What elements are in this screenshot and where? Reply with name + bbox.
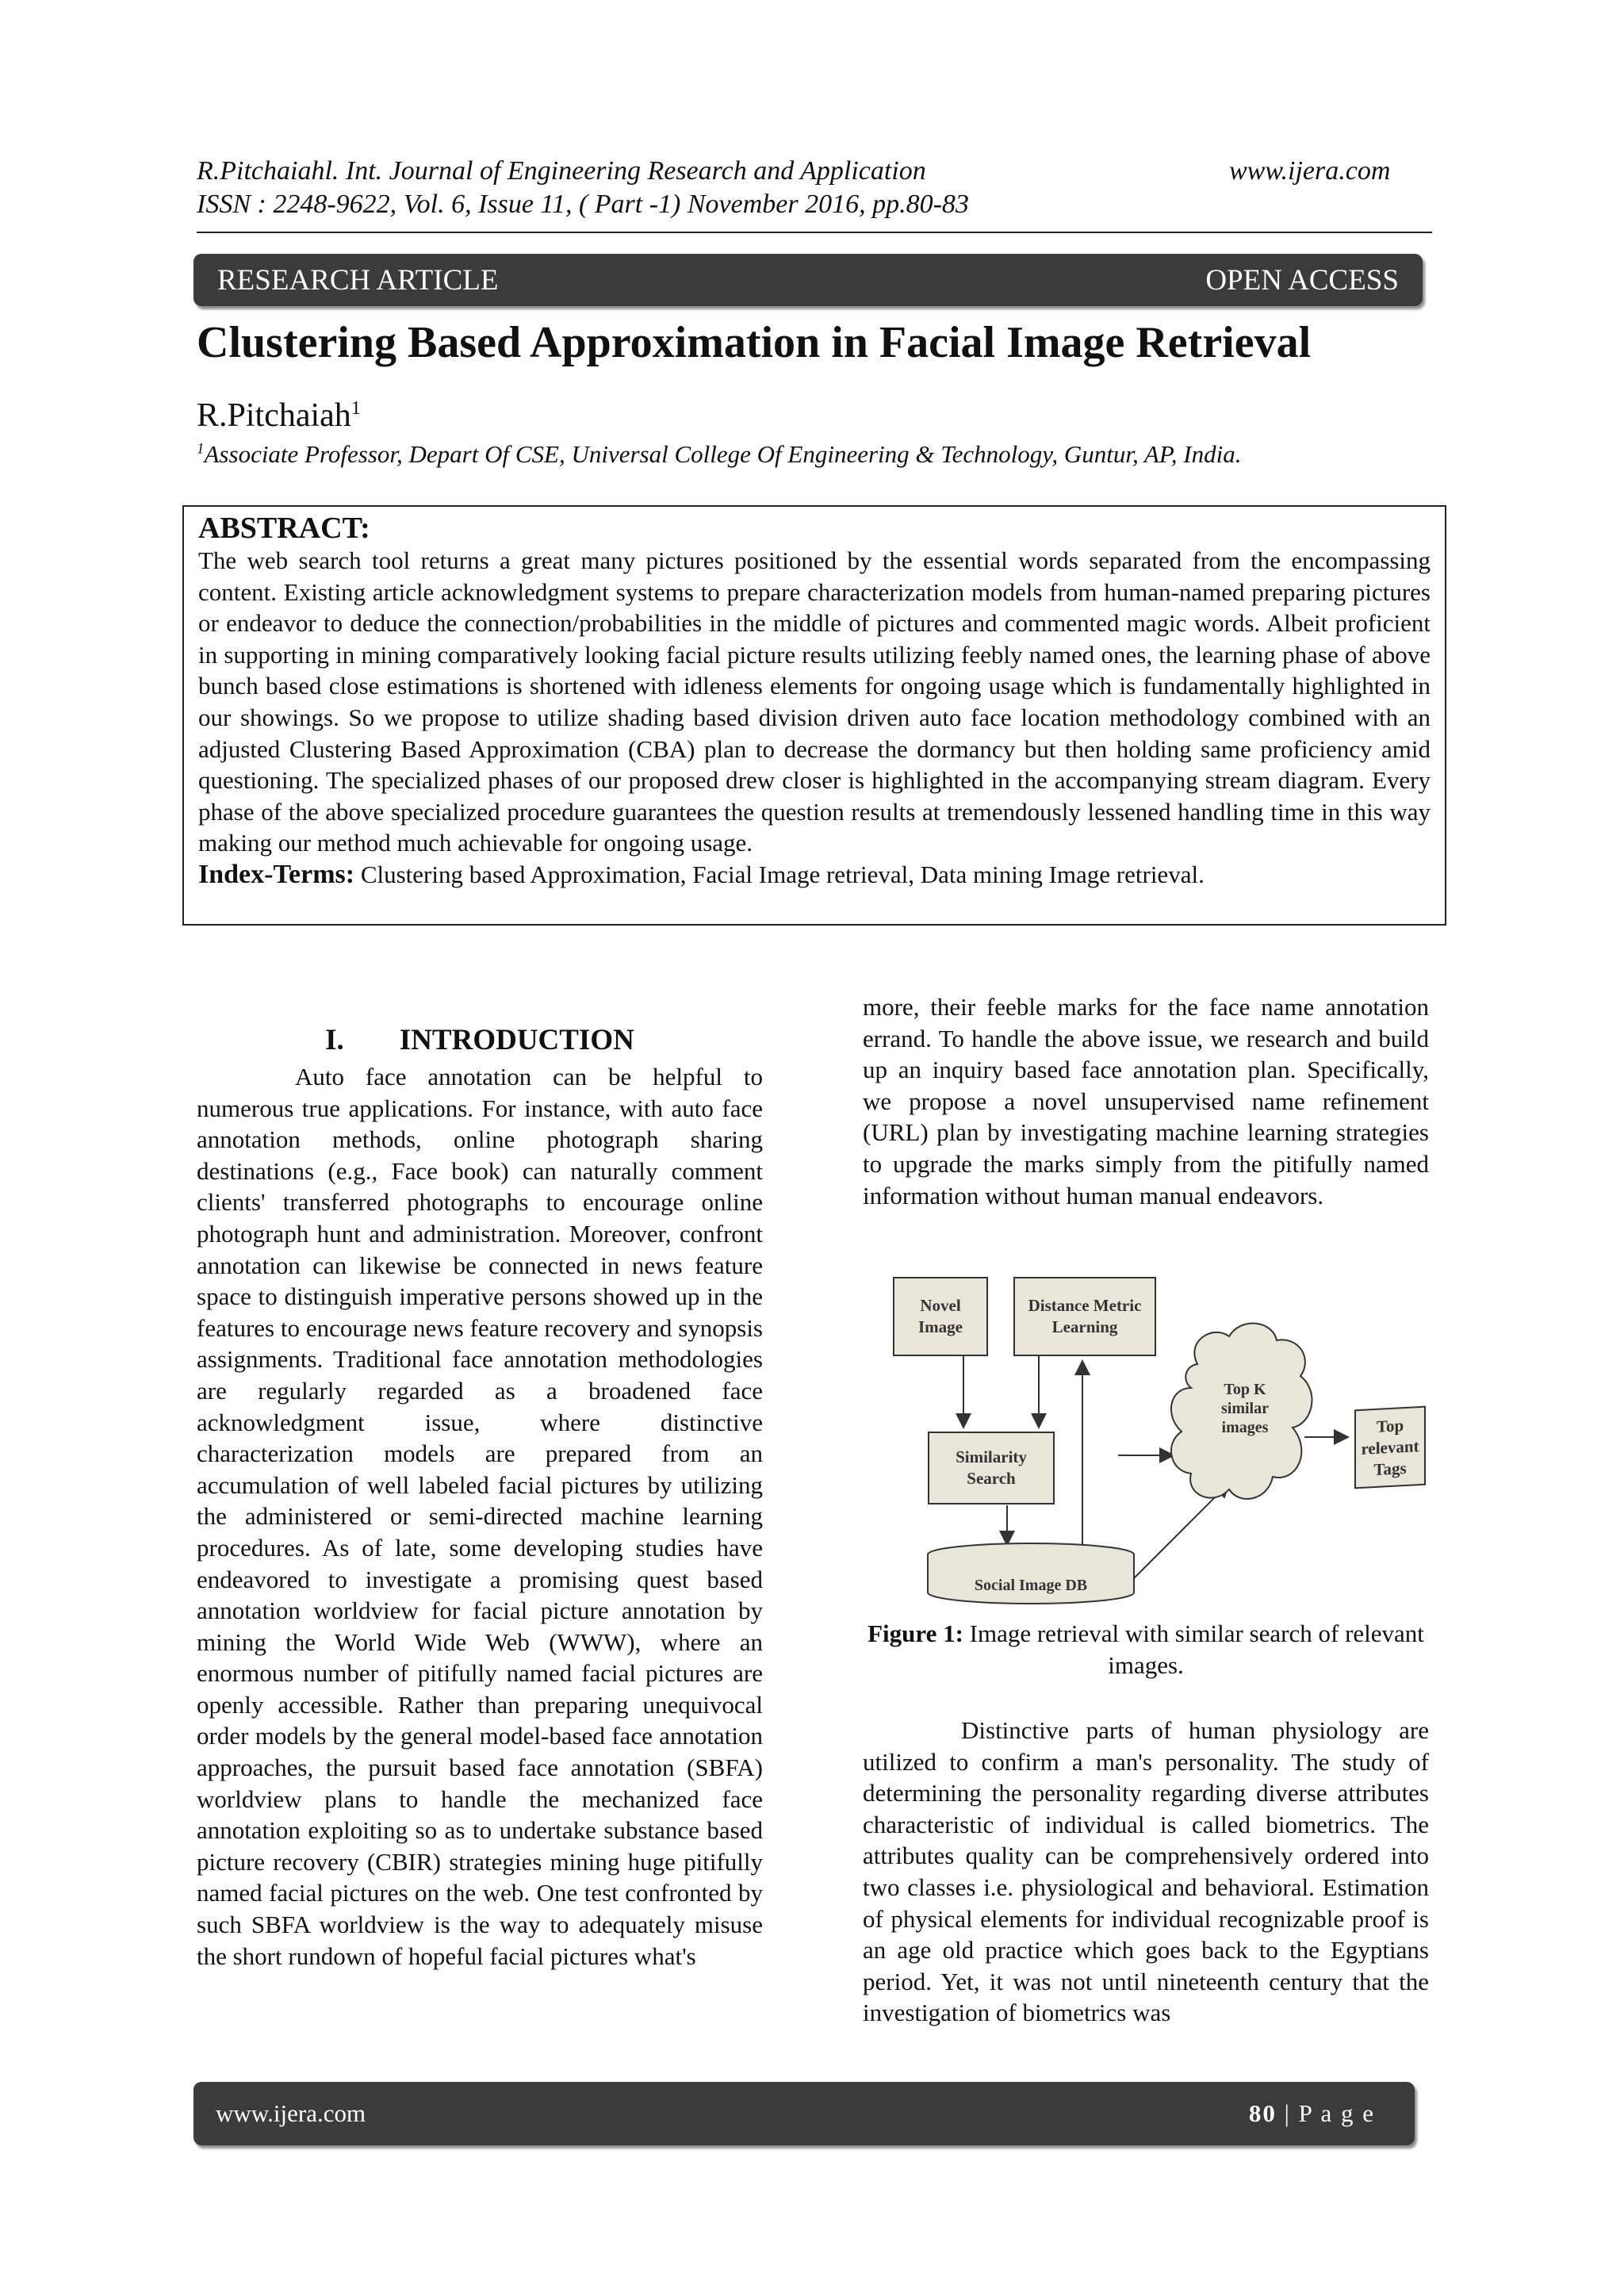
- page-number: 80 | P a g e: [1248, 2099, 1375, 2127]
- top-k-label: Top K similar images: [1221, 1381, 1269, 1436]
- intro-paragraph: Auto face annotation can be helpful to numerous true applications. For instance, with auto face annotation methods, online photograph sharing destinations (e.g., Face book) can naturally comment clients' transferred photographs to encourage online photograph hunt and administration. Moreover, confront annotation can likewise be connected in news feature space to distinguish imperative persons showed up in the features to encourage news feature recovery and synopsis assignments. Traditional face annotation methodologies are regularly regarded as a broadened face acknowledgment issue, where distinctive characterization models are prepared from an accumulation of well labeled facial pictures by utilizing the administered or semi-directed machine learning procedures. As of late, some developing studies have endeavored to investigate a promising quest based annotation worldview for facial picture annotation by mining the World Wide Web (WWW), where an enormous number of pitifully named facial pictures are openly accessible. Rather than preparing unequivocal order models by the general model-based face annotation approaches, the pursuit based face annotation (SBFA) worldview plans to handle the mechanized face annotation exploiting so as to undertake substance based picture recovery (CBIR) strategies mining huge pitifully named facial pictures on the web. One test confronted by such SBFA worldview is the way to adequately misuse the short rundown of hopeful facial pictures what's: [197, 1063, 763, 1970]
- open-access-label: OPEN ACCESS: [1205, 263, 1399, 297]
- section-heading-introduction: I. INTRODUCTION: [325, 1024, 634, 1056]
- author-name: R.Pitchaiah$^1$: [197, 397, 361, 434]
- similarity-search-box: Similarity Search: [928, 1432, 1055, 1504]
- paper-title: Clustering Based Approximation in Facial Image Retrieval: [197, 318, 1312, 367]
- issue-line: ISSN : 2248-9622, Vol. 6, Issue 11, ( Part -1) November 2016, pp.80-83: [197, 190, 969, 219]
- biometrics-paragraph: Distinctive parts of human physiology are utilized to confirm a man's personality. The study of determining the personality regarding diverse attributes characteristic of individual is called biometrics. The attributes quality can be comprehensively ordered into two classes i.e. physiological and behavioral. Estimation of physical elements for individual recognizable proof is an age old practice which goes back to the Egyptians period. Yet, it was not until nineteenth century that the investigation of biometrics was: [863, 1716, 1429, 2027]
- figure-1-caption: Figure 1: Image retrieval with similar search of relevant images.: [868, 1619, 1424, 1679]
- author-affiliation: $^1$Associate Professor, Depart Of CSE, Universal College Of Engineering & Technology, Guntur, AP, India.: [197, 440, 1242, 468]
- header-rule: [197, 232, 1432, 233]
- abstract-text: The web search tool returns a great many pictures positioned by the essential words separated from the encompassing content. Existing article acknowledgment systems to prepare characterization models from human-named preparing pictures or endeavor to deduce the connection/probabilities in the middle of pictures and commented magic words. Albeit proficient in supporting in mining comparatively looking facial picture results utilizing feebly named ones, the learning phase of above bunch based close estimations is shortened with idleness elements for ongoing usage which is fundamentally highlighted in our showings. So we propose to utilize shading based division driven auto face location methodology combined with an adjusted Clustering Based Approximation (CBA) plan to decrease the dormancy but then holding same proficiency amid questioning. The specialized phases of our proposed drew closer is highlighted in the accompanying stream diagram. Every phase of the above specialized procedure guarantees the question results at tremendously lessened handling time in this way making our method much achievable for ongoing usage.: [198, 546, 1431, 857]
- novel-image-box: Novel Image: [893, 1277, 988, 1356]
- article-type-banner: [193, 254, 1423, 306]
- footer-website[interactable]: www.ijera.com: [216, 2099, 366, 2127]
- research-article-label: RESEARCH ARTICLE: [217, 263, 499, 297]
- footer-bar: [193, 2082, 1415, 2145]
- arrow-db-to-cloud: [1126, 1483, 1229, 1586]
- figure-1-diagram: [880, 1269, 1427, 1610]
- intro-continuation: more, their feeble marks for the face name annotation errand. To handle the above issue, we research and build up an inquiry based face annotation plan. Specifically, we propose a novel unsupervised name refinement (URL) plan by investigating machine learning strategies to upgrade the marks simply from the pitifully named information without human manual endeavors.: [863, 993, 1429, 1209]
- abstract-box: [182, 505, 1446, 926]
- index-terms: Index-Terms: Clustering based Approximation, Facial Image retrieval, Data mining Image retrieval.: [198, 859, 1205, 889]
- social-image-db-label: Social Image DB: [974, 1577, 1088, 1594]
- journal-line: R.Pitchaiahl. Int. Journal of Engineering Research and Application: [197, 156, 926, 186]
- abstract-heading: ABSTRACT:: [198, 512, 370, 545]
- top-relevant-tags-box: Top relevant Tags: [1354, 1406, 1426, 1489]
- journal-website[interactable]: www.ijera.com: [1229, 156, 1391, 186]
- distance-metric-box: Distance Metric Learning: [1013, 1277, 1156, 1356]
